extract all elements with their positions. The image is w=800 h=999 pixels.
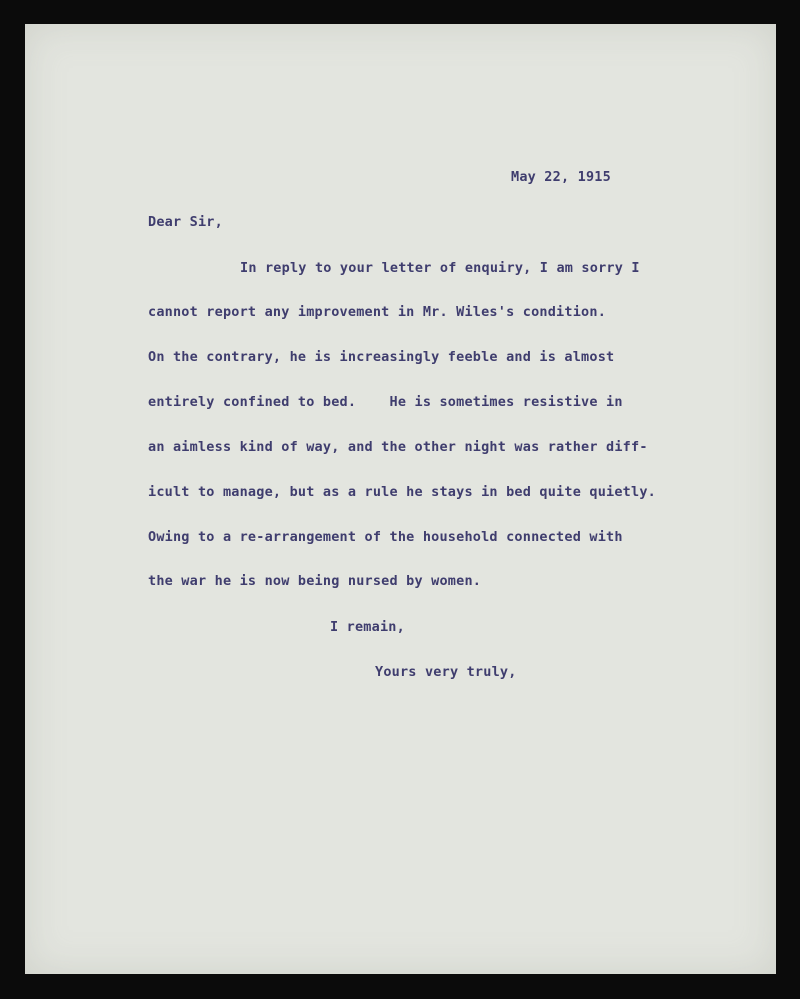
body-line: an aimless kind of way, and the other night was rather diff- (148, 439, 648, 455)
closing-signoff: Yours very truly, (375, 664, 517, 680)
salutation: Dear Sir, (148, 214, 223, 230)
closing-remain: I remain, (330, 619, 405, 635)
body-line: the war he is now being nursed by women. (148, 573, 482, 589)
letter-date: May 22, 1915 (511, 169, 611, 185)
body-line: Owing to a re-arrangement of the household connected with (148, 529, 623, 545)
body-line: entirely confined to bed. He is sometimes resistive in (148, 394, 623, 410)
body-line: In reply to your letter of enquiry, I am sorry I (240, 260, 640, 276)
body-line: On the contrary, he is increasingly feeble and is almost (148, 349, 615, 365)
body-line: icult to manage, but as a rule he stays in bed quite quietly. (148, 484, 656, 500)
body-line: cannot report any improvement in Mr. Wiles's condition. (148, 304, 607, 320)
